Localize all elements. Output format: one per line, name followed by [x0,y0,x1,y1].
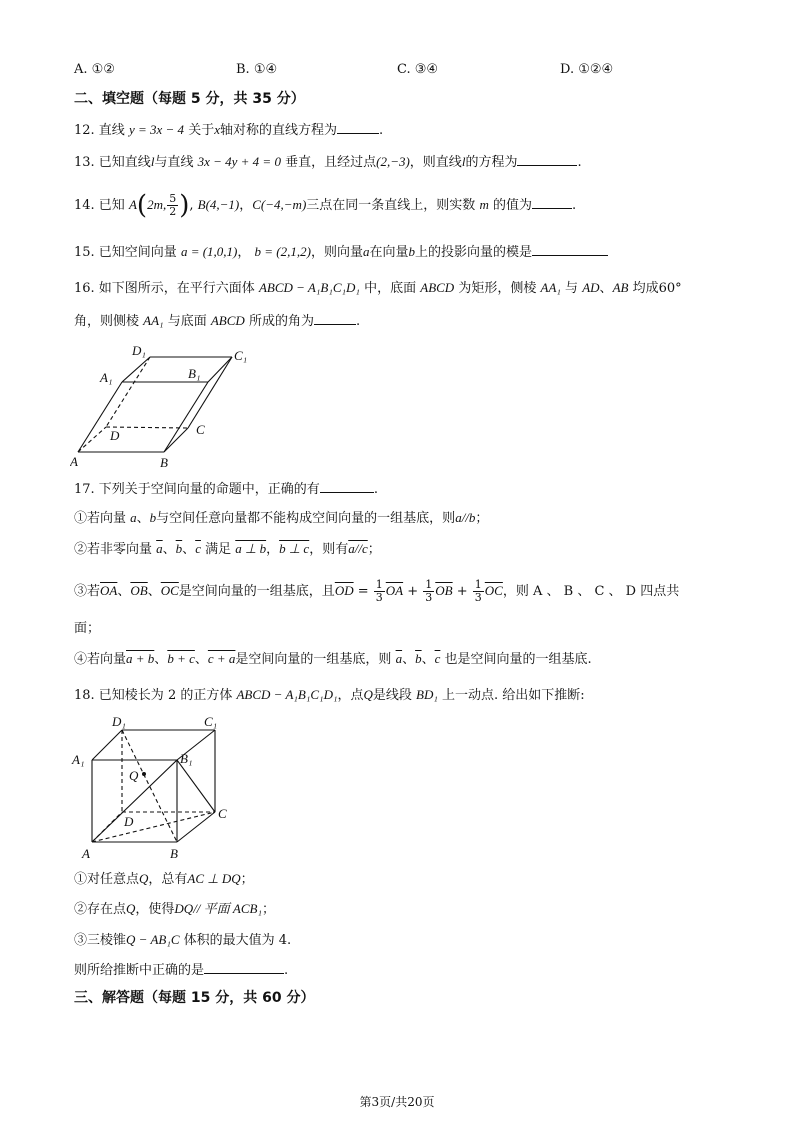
cube-label-B1: B₁ [180,751,193,766]
question-16-line-1 [74,279,682,298]
q17-s2-comma-2: 、 [182,542,196,557]
cube-label-B: B [170,846,178,861]
q17-s1-a: a [130,510,137,525]
q16-answer-blank[interactable] [314,312,356,325]
q17-s2-a: $\overline{a}$ [156,541,163,556]
option-c: C. ③④ [397,62,439,77]
q17-s2-mid2: ，则有 [309,542,349,557]
q17-s1-mid: 与空间任意向量都不能构成空间向量的一组基底，则 [156,511,456,526]
q17-oa: $\overline{OA}$ [100,583,118,598]
label-D1: D₁ [132,343,146,358]
q16-mid3: 与 [565,281,579,296]
q18-lead: 18. 已知棱长为 2 的正方体 [74,688,233,703]
label-D: D [110,428,120,443]
q17-oc: $\overline{OC}$ [160,583,179,598]
q18-s3-tail: 体积的最大值为 4. [183,933,292,948]
q17-frac-2: $\frac{1}{3}$ [425,578,433,604]
q14-fraction: $\frac{5}{2}$ [169,192,177,218]
q14-end: . [571,198,577,213]
q15-mid: ，则向量 [310,245,363,260]
q15-answer-blank[interactable] [532,243,608,256]
q18-s1-q: Q [139,871,149,886]
q17-s2-r1: a ⊥ b [235,541,267,556]
q15-a: a [362,244,370,259]
option-d: D. ①②④ [560,62,614,77]
q12-answer-blank[interactable] [337,121,379,134]
q17-s1-comma: 、 [136,511,150,526]
parallelepiped-figure [70,340,270,470]
cube-figure [70,710,240,862]
q13-line-l: l [150,154,155,169]
cube-label-A1: A₁ [72,752,85,767]
q17-s3-lead: ③若 [74,584,101,599]
q18-s2-rel: DQ// 平面 ACB₁ [174,901,262,916]
q18-s3-solid: Q − AB₁C [126,932,180,947]
q13-answer-blank[interactable] [517,153,577,166]
q16-base-2: ABCD [210,313,245,328]
q14-point-a: A [128,197,137,212]
q18-statement-2 [74,900,275,919]
q18-s2-lead: ②存在点 [74,902,127,917]
q17-s4-v1: a + b [126,651,155,666]
q17-s2-b: $\overline{b}$ [175,541,183,556]
q18-s1-mid: ，总有 [148,872,188,887]
q14-point-b: B(4,−1) [197,197,240,212]
section-3-title: 三、解答题（每题 15 分，共 60 分） [74,990,315,1006]
q17-statement-3: ③若$\overline{OA}$、$\overline{OB}$、$\overline{OC}$是空间向量的一组基底，且$\overline{OD}$ = $\frac{1}{3}$ $\overline{OA}$ + $\frac{1}{3}$ $\overline{OB}$ + $\frac{1}{3}$ $\overline{OC}$，则 A 、 B 、 C 、 D 四点共 [74,578,680,604]
question-18 [74,686,585,705]
q14-tail2: 的值为 [492,198,532,213]
question-16-line-2 [74,312,360,331]
q16-sep: 、 [599,281,613,296]
q13-mid1: 与直线 [154,155,194,170]
label-C: C [196,422,205,437]
q18-s1-lead: ①对任意点 [74,872,140,887]
q14-answer-blank[interactable] [532,196,572,209]
label-A: A [70,454,78,469]
q18-answer-blank[interactable] [204,961,284,974]
q17-frac-1: $\frac{1}{3}$ [375,578,383,604]
q17-s2-r2: b ⊥ c [279,541,310,556]
q17-s4-v2: b + c [167,651,195,666]
q18-end: . [284,963,289,978]
q16-angle: 60° [658,281,682,296]
q17-s2-comma-1: 、 [162,542,176,557]
q17-s2-c: $\overline{c}$ [195,541,201,556]
q16-edge-2: AA₁ [143,313,164,328]
q15-b: b [408,244,415,259]
label-B1: B₁ [188,366,201,381]
q14-a-x: 2m, [147,197,167,212]
q17-s2-lead: ②若非零向量 [74,542,153,557]
q18-statement-1 [74,870,254,889]
q18-s3-lead: ③三棱锥 [74,933,127,948]
q16-line2-mid: 与底面 [167,314,207,329]
q14-tail: 三点在同一条直线上，则实数 [306,198,476,213]
q16-line2-lead: 角，则侧棱 [74,314,140,329]
q17-end: . [373,482,378,497]
q17-od: $\overline{OD}$ [334,583,354,598]
cube-label-D1: D₁ [112,714,126,729]
question-17 [74,480,378,499]
q15-lead: 15. 已知空间向量 [74,245,177,260]
q17-stem: 17. 下列关于空间向量的命题中，正确的有 [74,482,320,497]
q14-m: m [479,197,489,212]
q18-seg: BD₁ [416,687,438,702]
q17-statement-2: ②若非零向量 $\overline{a}$、$\overline{b}$、$\overline{c}$ 满足 a ⊥ b，b ⊥ c，则有a//c； [74,541,381,557]
q17-statement-3-line-2: 面； [74,621,101,636]
q18-conclusion-text: 则所给推断中正确的是 [74,963,205,978]
q17-ob-2: $\overline{OB}$ [435,583,453,598]
q17-statement-4: ④若向量a + b、b + c、c + a是空间向量的一组基底，则 $\overline{a}$、$\overline{b}$、$\overline{c}$ 也是空间向量的一组基底. [74,651,592,667]
option-a: A. ①② [74,62,115,77]
q16-base: ABCD [420,280,455,295]
option-b: B. ①④ [236,62,278,77]
q17-s4-tail: 也是空间向量的一组基底. [444,652,592,667]
q18-s1-rel: AC ⊥ DQ [187,871,241,886]
q17-s4-lead: ④若向量 [74,652,127,667]
q17-s3-mid: 是空间向量的一组基底，且 [178,584,335,599]
q13-tail: 的方程为 [465,155,518,170]
q17-s1-end: ； [475,511,489,526]
q16-tail: 均成 [632,281,659,296]
q17-frac-3: $\frac{1}{3}$ [474,578,482,604]
q17-s2-rel: a//c [348,541,368,556]
q18-tail: 上一动点. 给出如下推断: [442,688,585,703]
q17-s4-mid: 是空间向量的一组基底，则 [235,652,392,667]
q18-statement-3 [74,931,291,950]
q18-s2-q: Q [126,901,136,916]
q12-lead: 12. 直线 [74,123,125,138]
page-footer: 第3页/共20页 [359,1095,435,1109]
q17-s1-rel: a//b [455,510,476,525]
q17-s4-a: $\overline{a}$ [395,651,403,666]
question-15: 15. 已知空间向量 a = (1,0,1)， b = (2,1,2)，则向量a在向量b上的投影向量的模是 [74,243,608,262]
q16-end: . [355,314,361,329]
cube-label-D: D [124,814,134,829]
q17-s3-tail: ，则 A 、 B 、 C 、 D 四点共 [502,584,680,599]
q16-edge: AA₁ [540,280,561,295]
q16-ad: AD [582,280,600,295]
q15-vector-b: b = (2,1,2) [254,244,311,259]
q15-mid2: 在向量 [369,245,409,260]
q18-q: Q [363,687,373,702]
q12-end: . [379,123,384,138]
q12-tail: 轴对称的直线方程为 [219,123,337,138]
cube-label-Q: Q [129,768,139,783]
q18-s2-end: ； [262,902,276,917]
q18-solid: ABCD − A₁B₁C₁D₁ [236,687,338,702]
q14-point-c: C(−4,−m) [252,197,307,212]
q16-mid: 中，底面 [364,281,417,296]
q17-s4-b: $\overline{b}$ [415,651,422,666]
q12-equation: y = 3x − 4 [128,122,185,137]
cube-label-C: C [218,806,227,821]
q15-tail: 上的投影向量的模是 [415,245,533,260]
q18-mid2: 是线段 [372,688,412,703]
cube-label-C1: C₁ [204,714,218,729]
q12-axis: x [214,122,220,137]
label-A1: A₁ [100,370,113,385]
q17-s2-mid: 满足 [205,542,232,557]
q13-equation: 3x − 4y + 4 = 0 [197,154,281,169]
q16-mid2: 为矩形，侧棱 [458,281,537,296]
q16-ab: AB [612,280,629,295]
q16-lead: 16. 如下图所示，在平行六面体 [74,281,255,296]
q17-statement-1 [74,509,488,528]
q13-mid2: 垂直，且经过点 [285,155,377,170]
q15-vector-a: a = (1,0,1) [180,244,238,259]
question-13 [74,153,582,172]
q17-ob: $\overline{OB}$ [130,583,148,598]
q16-line2-tail: 所成的角为 [248,314,314,329]
q13-mid3: ，则直线 [409,155,462,170]
q17-s4-c: $\overline{c}$ [434,651,441,666]
label-C1: C₁ [234,348,248,363]
section-2-title: 二、填空题（每题 5 分，共 35 分） [74,91,305,107]
q16-solid: ABCD − A₁B₁C₁D₁ [258,280,360,295]
q17-s1-lead: ①若向量 [74,511,127,526]
q17-answer-blank[interactable] [320,480,374,493]
q18-s1-end: ； [240,872,254,887]
q14-lead: 14. 已知 [74,198,125,213]
q17-oc-2: $\overline{OC}$ [484,583,503,598]
q17-oa-2: $\overline{OA}$ [385,583,404,598]
question-12 [74,121,383,140]
q13-lead: 13. 已知直线 [74,155,151,170]
q13-end: . [577,155,582,170]
q18-mid: ，点 [337,688,364,703]
q18-s2-mid: ，使得 [135,902,175,917]
cube-label-A: A [82,846,90,861]
q17-s1-b: b [149,510,157,525]
point-q [142,772,146,776]
q12-mid: 关于 [188,123,215,138]
q18-conclusion [74,961,288,980]
question-14: 14. 已知 A(2m, $\frac{5}{2}$ ), B(4,−1)，C(−4,−m)三点在同一条直线上，则实数 m 的值为 . [74,190,577,221]
q17-s4-v3: c + a [207,651,236,666]
q13-point: (2,−3) [376,154,410,169]
q17-s2-end: ； [367,542,381,557]
label-B: B [160,455,168,470]
q13-line-l-2: l [461,154,466,169]
